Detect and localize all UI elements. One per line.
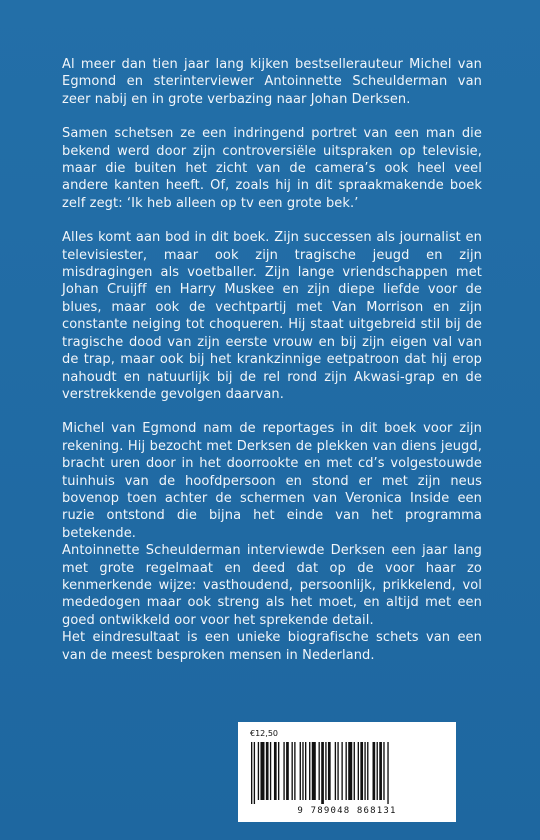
barcode-icon [249,742,445,804]
barcode-label [238,722,456,822]
paragraph-contents: Alles komt aan bod in dit boek. Zijn successen als journalist en televisiester, maar ook zijn tragische jeugd en zijn misdragingen als voetballer. Zijn lange vriendschappen met Johan Cruijff en Harry Muskee en zijn diepe liefde voor de blues, maar ook de vechtpartij met Van Morrison en zijn constante neiging tot choqueren. Hij staat uitgebreid stil bij de tragische dood van zijn eerste vrouw en bij zijn eigen val van de trap, maar ook bij het krankzinnige eetpatroon dat hij erop nahoudt en natuurlijk bij de rel rond zijn Akwasi-grap en de verstrekkende gevolgen daarvan. [62,230,482,402]
isbn-number: 9 789048 868131 [297,806,397,816]
paragraph-intro: Al meer dan tien jaar lang kijken bestsellerauteur Michel van Egmond en sterinterviewer Antoinnette Scheulderman van zeer nabij en in grote verbazing naar Johan Derksen. [62,57,482,107]
blurb-text [62,56,482,664]
price-label: €12,50 [250,729,278,738]
paragraph-result: Het eindresultaat is een unieke biografische schets van een van de meest besproken mensen in Nederland. [62,630,482,663]
paragraph-reportages: Michel van Egmond nam de reportages in dit boek voor zijn rekening. Hij bezocht met Derksen de plekken van diens jeugd, bracht uren door in het doorrookte en met cd’s volgestouwde tuinhuis van de hoofdpersoon en stond er met zijn neus bovenop toen achter de schermen van Veronica Inside een ruzie ontstond die bijna het einde van het programma betekende. [62,421,482,541]
paragraph-portrait: Samen schetsen ze een indringend portret van een man die bekend werd door zijn controversiële uitspraken op televisie, maar die buiten het zicht van de camera’s ook heel veel andere kanten heeft. Of, zoals hij in dit spraakmakende boek zelf zegt: ‘Ik heb alleen op tv een grote bek.’ [62,126,482,211]
paragraph-interviews: Antoinnette Scheulderman interviewde Derksen een jaar lang met grote regelmaat en deed dat op de voor haar zo kenmerkende wijze: vasthoudend, persoonlijk, prikkelend, vol mededogen maar ook streng als het moet, en altijd met een goed ontwikkeld oor voor het sprekende detail. [62,543,482,628]
